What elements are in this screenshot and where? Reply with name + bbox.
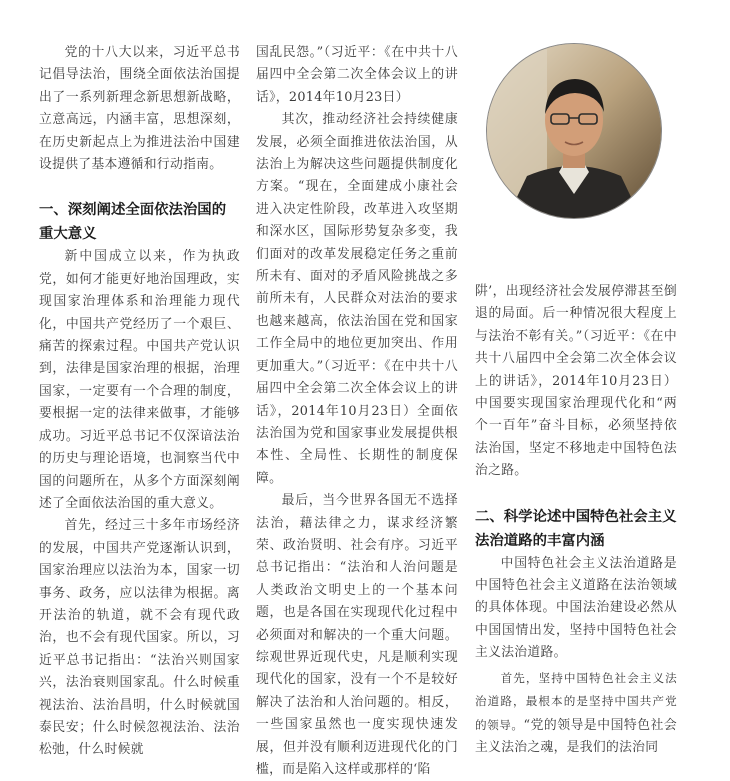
emphasis-lead: 首先，坚持中国特色社会主义法治道路，最根本的是坚持中国共产党的领导。 xyxy=(475,670,677,732)
column-3 xyxy=(475,281,677,759)
portrait-illustration xyxy=(487,44,661,218)
column-2 xyxy=(256,42,458,781)
paragraph: 中国特色社会主义法治道路是中国特色社会主义道路在法治领域的具体体现。中国法治建设必然从中国国情出发，坚持中国特色社会主义法治道路。 xyxy=(475,555,677,661)
paragraph-rest: “党的领导是中国特色社会主义法治之魂，是我们的法治同 xyxy=(475,717,677,755)
paragraph xyxy=(475,667,677,760)
intro-paragraph: 党的十八大以来，习近平总书记倡导法治，围绕全面依法治国提出了一系列新理念新思想新战略，立意高远，内涵丰富，思想深刻，在历史新起点上为推进法治中国建设提供了基本遵循和行动指南。 xyxy=(39,45,240,173)
paragraph: 新中国成立以来，作为执政党，如何才能更好地治国理政，实现国家治理体系和治理能力现代化，中国共产党经历了一个艰巨、痛苦的探索过程。中国共产党认识到，法律是国家治理的根据，治理国家，一定要有一个合理的制度，要根据一定的法律来做事，才能够成功。习近平总书记不仅深谙法治的历史与理论语境，也洞察当代中国的问题所在，从多个方面深刻阐述了全面依法治国的重大意义。 xyxy=(39,249,240,511)
paragraph: 最后，当今世界各国无不选择法治，藉法律之力，谋求经济繁荣、政治贤明、社会有序。习近平总书记指出：“法治和人治问题是人类政治文明史上的一个基本问题，也是各国在实现现代化过程中必须面对和解决的一个重大问题。综观世界近现代史，凡是顺利实现现代化的国家，没有一个不是较好解决了法治和人治问题的。相反，一些国家虽然也一度实现快速发展，但并没有顺利迈进现代化的门槛，而是陷入这样或那样的‘陷 xyxy=(256,493,458,777)
column-1 xyxy=(39,42,240,762)
paragraph: 阱’，出现经济社会发展停滞甚至倒退的局面。后一种情况很大程度上与法治不彰有关。”（习近平：《在中共十八届四中全会第二次全体会议上的讲话》，2014年10月23日）中国要实现国家治理现代化和“两个一百年”奋斗目标，必须坚持依法治国，坚定不移地走中国特色法治之路。 xyxy=(475,284,677,479)
section-heading-2: 二、科学论述中国特色社会主义法治道路的丰富内涵 xyxy=(475,508,677,549)
author-portrait xyxy=(486,43,662,219)
paragraph: 其次，推动经济社会持续健康发展，必须全面推进依法治国，从法治上为解决这些问题提供制度化方案。“现在，全面建成小康社会进入决定性阶段，改革进入攻坚期和深水区，国际形势复杂多变，我们面对的改革发展稳定任务之重前所未有、面对的矛盾风险挑战之多前所未有，人民群众对法治的要求也越来越高，依法治国在党和国家工作全局中的地位更加突出、作用更加重大。”（习近平：《在中共十八届四中全会第二次全体会议上的讲话》，2014年10月23日）全面依法治国为党和国家事业发展提供根本性、全局性、长期性的制度保障。 xyxy=(256,112,458,486)
paragraph: 国乱民怨。”（习近平：《在中共十八届四中全会第二次全体会议上的讲话》，2014年10月23日） xyxy=(256,45,458,105)
section-heading-1: 一、深刻阐述全面依法治国的重大意义 xyxy=(39,202,227,243)
paragraph: 首先，经过三十多年市场经济的发展，中国共产党逐渐认识到，国家治理应以法治为本，国家一切事务、政务，应以法律为根据。离开法治的轨道，就不会有现代政治，也不会有现代国家。所以，习近平总书记指出：“法治兴则国家兴，法治衰则国家乱。什么时候重视法治、法治昌明，什么时候就国泰民安；什么时候忽视法治、法治松弛，什么时候就 xyxy=(39,518,240,758)
